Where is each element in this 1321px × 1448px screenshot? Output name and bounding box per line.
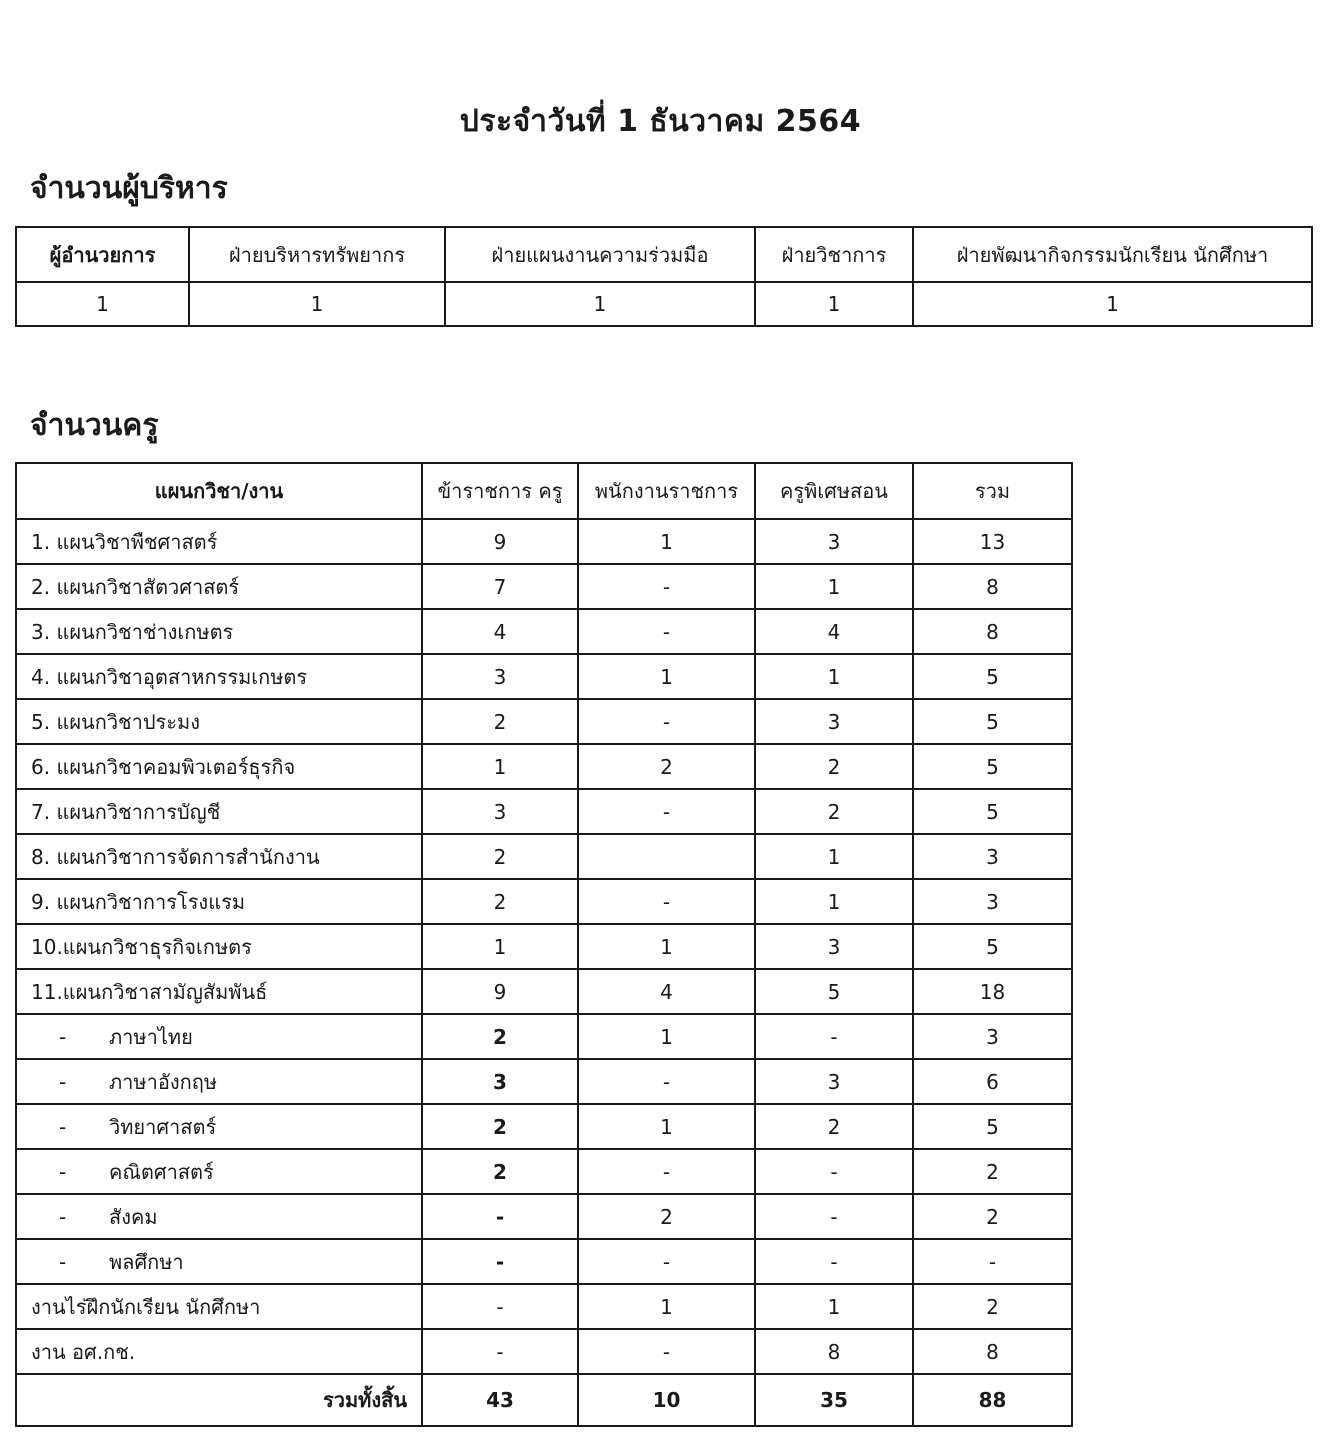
subject-row	[16, 1104, 1072, 1149]
special-teacher-count: -	[755, 1239, 913, 1284]
subject-bullet: -	[59, 1024, 67, 1049]
department-name: 4. แผนกวิชาอุตสาหกรรมเกษตร	[16, 654, 422, 699]
civil-servant-count: -	[422, 1239, 578, 1284]
government-employee-count: 2	[578, 744, 755, 789]
admin-table	[15, 226, 1313, 327]
row-total: 3	[913, 1014, 1072, 1059]
special-teacher-count: 1	[755, 1284, 913, 1329]
special-teacher-count: 1	[755, 879, 913, 924]
department-row	[16, 519, 1072, 564]
special-teacher-count: 2	[755, 789, 913, 834]
subject-row	[16, 1059, 1072, 1104]
subject-name-cell	[16, 1239, 422, 1284]
department-row	[16, 789, 1072, 834]
government-employee-count: 1	[578, 654, 755, 699]
admin-header-row	[16, 227, 1312, 282]
department-row	[16, 834, 1072, 879]
row-total: 5	[913, 1104, 1072, 1149]
special-teacher-count: -	[755, 1194, 913, 1239]
page-title: ประจำวันที่ 1 ธันวาคม 2564	[459, 104, 862, 139]
department-row	[16, 879, 1072, 924]
subject-name: สังคม	[109, 1204, 158, 1229]
department-name: 6. แผนกวิชาคอมพิวเตอร์ธุรกิจ	[16, 744, 422, 789]
civil-servant-count: 2	[422, 1149, 578, 1194]
row-total: 5	[913, 924, 1072, 969]
unit-row	[16, 1284, 1072, 1329]
special-teacher-count: 5	[755, 969, 913, 1014]
teachers-header-civil-servant: ข้าราชการ ครู	[422, 463, 578, 519]
special-teacher-count: 4	[755, 609, 913, 654]
subject-row	[16, 1239, 1072, 1284]
government-employee-count: -	[578, 609, 755, 654]
row-total: 8	[913, 609, 1072, 654]
department-name: 11.แผนกวิชาสามัญสัมพันธ์	[16, 969, 422, 1014]
unit-row	[16, 1329, 1072, 1374]
government-employee-count: -	[578, 879, 755, 924]
government-employee-count: -	[578, 699, 755, 744]
special-teacher-count: -	[755, 1149, 913, 1194]
special-teacher-count: 3	[755, 924, 913, 969]
row-total: 8	[913, 1329, 1072, 1374]
subject-row	[16, 1194, 1072, 1239]
department-name: 8. แผนกวิชาการจัดการสำนักงาน	[16, 834, 422, 879]
teachers-table	[15, 462, 1073, 1427]
admin-section-heading: จำนวนผู้บริหาร	[30, 171, 228, 206]
government-employee-count: 1	[578, 1284, 755, 1329]
department-name: งาน อศ.กช.	[16, 1329, 422, 1374]
admin-value-academic: 1	[755, 282, 913, 326]
row-total: 2	[913, 1194, 1072, 1239]
department-name: 10.แผนกวิชาธุรกิจเกษตร	[16, 924, 422, 969]
special-teacher-count: 3	[755, 1059, 913, 1104]
subject-name-cell	[16, 1059, 422, 1104]
admin-value-resources: 1	[189, 282, 445, 326]
admin-values-row	[16, 282, 1312, 326]
government-employee-count: -	[578, 1329, 755, 1374]
department-row	[16, 969, 1072, 1014]
subject-name: พลศึกษา	[109, 1249, 184, 1274]
row-total: 6	[913, 1059, 1072, 1104]
government-employee-count: -	[578, 564, 755, 609]
row-total: 3	[913, 834, 1072, 879]
teachers-header-government-employee: พนักงานราชการ	[578, 463, 755, 519]
admin-header-academic: ฝ่ายวิชาการ	[755, 227, 913, 282]
admin-value-student-affairs: 1	[913, 282, 1312, 326]
row-total: 2	[913, 1149, 1072, 1194]
government-employee-count: 4	[578, 969, 755, 1014]
department-row	[16, 564, 1072, 609]
row-total: 13	[913, 519, 1072, 564]
subject-name: ภาษาไทย	[109, 1024, 193, 1049]
special-teacher-count: 1	[755, 564, 913, 609]
subject-name-cell	[16, 1104, 422, 1149]
teachers-extra-rows	[16, 1284, 1072, 1374]
grand-total-label: รวมทั้งสิ้น	[16, 1374, 422, 1426]
government-employee-count: 1	[578, 924, 755, 969]
admin-value-planning: 1	[445, 282, 755, 326]
civil-servant-count: 9	[422, 519, 578, 564]
civil-servant-count: 4	[422, 609, 578, 654]
teachers-header-row	[16, 463, 1072, 519]
special-teacher-count: 1	[755, 654, 913, 699]
teachers-main-rows	[16, 519, 1072, 1014]
subject-bullet: -	[59, 1159, 67, 1184]
row-total: 8	[913, 564, 1072, 609]
row-total: 3	[913, 879, 1072, 924]
department-name: งานไร่ฝึกนักเรียน นักศึกษา	[16, 1284, 422, 1329]
row-total: 5	[913, 699, 1072, 744]
admin-header-resources: ฝ่ายบริหารทรัพยากร	[189, 227, 445, 282]
special-teacher-count: -	[755, 1014, 913, 1059]
subject-bullet: -	[59, 1249, 67, 1274]
teachers-grand-total-row	[16, 1374, 1072, 1426]
grand-total-civil-servant: 43	[422, 1374, 578, 1426]
special-teacher-count: 3	[755, 699, 913, 744]
teachers-sub-rows	[16, 1014, 1072, 1284]
grand-total-special-teacher: 35	[755, 1374, 913, 1426]
subject-row	[16, 1149, 1072, 1194]
row-total: 2	[913, 1284, 1072, 1329]
department-row	[16, 924, 1072, 969]
subject-bullet: -	[59, 1114, 67, 1139]
civil-servant-count: 2	[422, 834, 578, 879]
admin-value-director: 1	[16, 282, 189, 326]
subject-name-cell	[16, 1149, 422, 1194]
subject-row	[16, 1014, 1072, 1059]
subject-name: ภาษาอังกฤษ	[109, 1069, 218, 1094]
civil-servant-count: 2	[422, 1104, 578, 1149]
special-teacher-count: 2	[755, 1104, 913, 1149]
civil-servant-count: -	[422, 1194, 578, 1239]
special-teacher-count: 2	[755, 744, 913, 789]
department-row	[16, 744, 1072, 789]
civil-servant-count: 1	[422, 924, 578, 969]
department-name: 2. แผนกวิชาสัตวศาสตร์	[16, 564, 422, 609]
civil-servant-count: 2	[422, 879, 578, 924]
special-teacher-count: 1	[755, 834, 913, 879]
government-employee-count: 1	[578, 519, 755, 564]
row-total: 5	[913, 789, 1072, 834]
department-name: 7. แผนกวิชาการบัญชี	[16, 789, 422, 834]
row-total: 18	[913, 969, 1072, 1014]
teachers-header-total: รวม	[913, 463, 1072, 519]
civil-servant-count: 9	[422, 969, 578, 1014]
admin-header-planning: ฝ่ายแผนงานความร่วมมือ	[445, 227, 755, 282]
government-employee-count: -	[578, 789, 755, 834]
government-employee-count: 2	[578, 1194, 755, 1239]
department-name: 1. แผนวิชาพืชศาสตร์	[16, 519, 422, 564]
civil-servant-count: 2	[422, 1014, 578, 1059]
teachers-section-heading: จำนวนครู	[30, 408, 159, 443]
subject-bullet: -	[59, 1204, 67, 1229]
civil-servant-count: -	[422, 1284, 578, 1329]
subject-name-cell	[16, 1014, 422, 1059]
civil-servant-count: 1	[422, 744, 578, 789]
government-employee-count: -	[578, 1059, 755, 1104]
grand-total-total: 88	[913, 1374, 1072, 1426]
government-employee-count: -	[578, 1149, 755, 1194]
government-employee-count: 1	[578, 1014, 755, 1059]
subject-name: วิทยาศาสตร์	[109, 1114, 217, 1139]
grand-total-government-employee: 10	[578, 1374, 755, 1426]
special-teacher-count: 3	[755, 519, 913, 564]
admin-header-director: ผู้อำนวยการ	[16, 227, 189, 282]
civil-servant-count: 3	[422, 654, 578, 699]
row-total: 5	[913, 744, 1072, 789]
civil-servant-count: 3	[422, 1059, 578, 1104]
admin-header-student-affairs: ฝ่ายพัฒนากิจกรรมนักเรียน นักศึกษา	[913, 227, 1312, 282]
subject-name-cell	[16, 1194, 422, 1239]
department-row	[16, 699, 1072, 744]
row-total: -	[913, 1239, 1072, 1284]
row-total: 5	[913, 654, 1072, 699]
subject-name: คณิตศาสตร์	[109, 1159, 214, 1184]
special-teacher-count: 8	[755, 1329, 913, 1374]
department-name: 9. แผนกวิชาการโรงแรม	[16, 879, 422, 924]
department-row	[16, 654, 1072, 699]
department-name: 3. แผนกวิชาช่างเกษตร	[16, 609, 422, 654]
civil-servant-count: -	[422, 1329, 578, 1374]
department-row	[16, 609, 1072, 654]
civil-servant-count: 7	[422, 564, 578, 609]
teachers-header-special-teacher: ครูพิเศษสอน	[755, 463, 913, 519]
government-employee-count: 1	[578, 1104, 755, 1149]
department-name: 5. แผนกวิชาประมง	[16, 699, 422, 744]
subject-bullet: -	[59, 1069, 67, 1094]
government-employee-count	[578, 834, 755, 879]
government-employee-count: -	[578, 1239, 755, 1284]
civil-servant-count: 2	[422, 699, 578, 744]
civil-servant-count: 3	[422, 789, 578, 834]
teachers-header-department: แผนกวิชา/งาน	[16, 463, 422, 519]
